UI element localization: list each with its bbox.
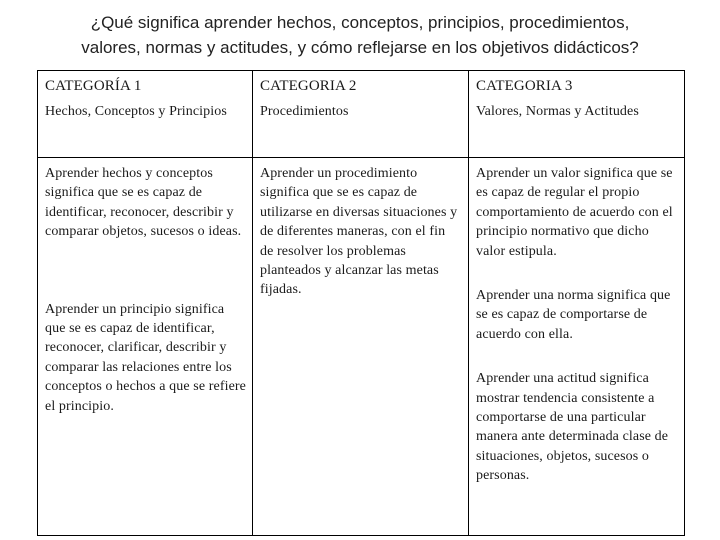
category-3-subtitle: Valores, Normas y Actitudes — [476, 104, 639, 120]
header-cell-category-2 — [253, 71, 469, 158]
category-1-subtitle: Hechos, Conceptos y Principios — [45, 104, 227, 120]
procedimiento-text: Aprender un procedimiento significa que se es capaz de utilizarse en diversas situaciones y de diferentes maneras, con el fin de resolver los problemas planteados y alcanzar las metas fijadas. — [260, 166, 458, 298]
hechos-conceptos-text: Aprender hechos y conceptos significa que se es capaz de identificar, reconocer, describir y comparar objetos, sucesos o ideas. — [45, 166, 242, 240]
body-cell-category-3 — [469, 158, 685, 536]
categories-table — [37, 70, 685, 536]
table-header-row — [38, 71, 685, 158]
principio-text: Aprender un principio significa que se es capaz de identificar, reconocer, clarificar, describir y comparar las relaciones entre los conceptos o hechos a que se refiere el principio. — [45, 301, 246, 414]
valor-text: Aprender un valor significa que se es capaz de regular el propio comportamiento de acuerdo con el principio normativo que dicho valor estipula. — [476, 166, 673, 259]
body-cell-category-1 — [38, 158, 253, 536]
norma-text: Aprender una norma significa que se es capaz de comportarse de acuerdo con ella. — [476, 288, 671, 342]
category-3-label: CATEGORIA 3 — [476, 78, 573, 94]
page-title — [0, 10, 720, 60]
title-line-2: valores, normas y actitudes, y cómo reflejarse en los objetivos didácticos? — [81, 38, 639, 57]
body-cell-category-2 — [253, 158, 469, 536]
title-line-1: ¿Qué significa aprender hechos, conceptos, principios, procedimientos, — [90, 13, 630, 32]
category-2-subtitle: Procedimientos — [260, 104, 349, 120]
actitud-text: Aprender una actitud significa mostrar tendencia consistente a comportarse de una particular manera ante determinada clase de situaciones, objetos, sucesos o personas. — [476, 371, 669, 484]
table-body-row — [38, 158, 685, 536]
header-cell-category-3 — [469, 71, 685, 158]
category-2-label: CATEGORIA 2 — [260, 78, 357, 94]
category-1-label: CATEGORÍA 1 — [45, 78, 142, 94]
header-cell-category-1 — [38, 71, 253, 158]
